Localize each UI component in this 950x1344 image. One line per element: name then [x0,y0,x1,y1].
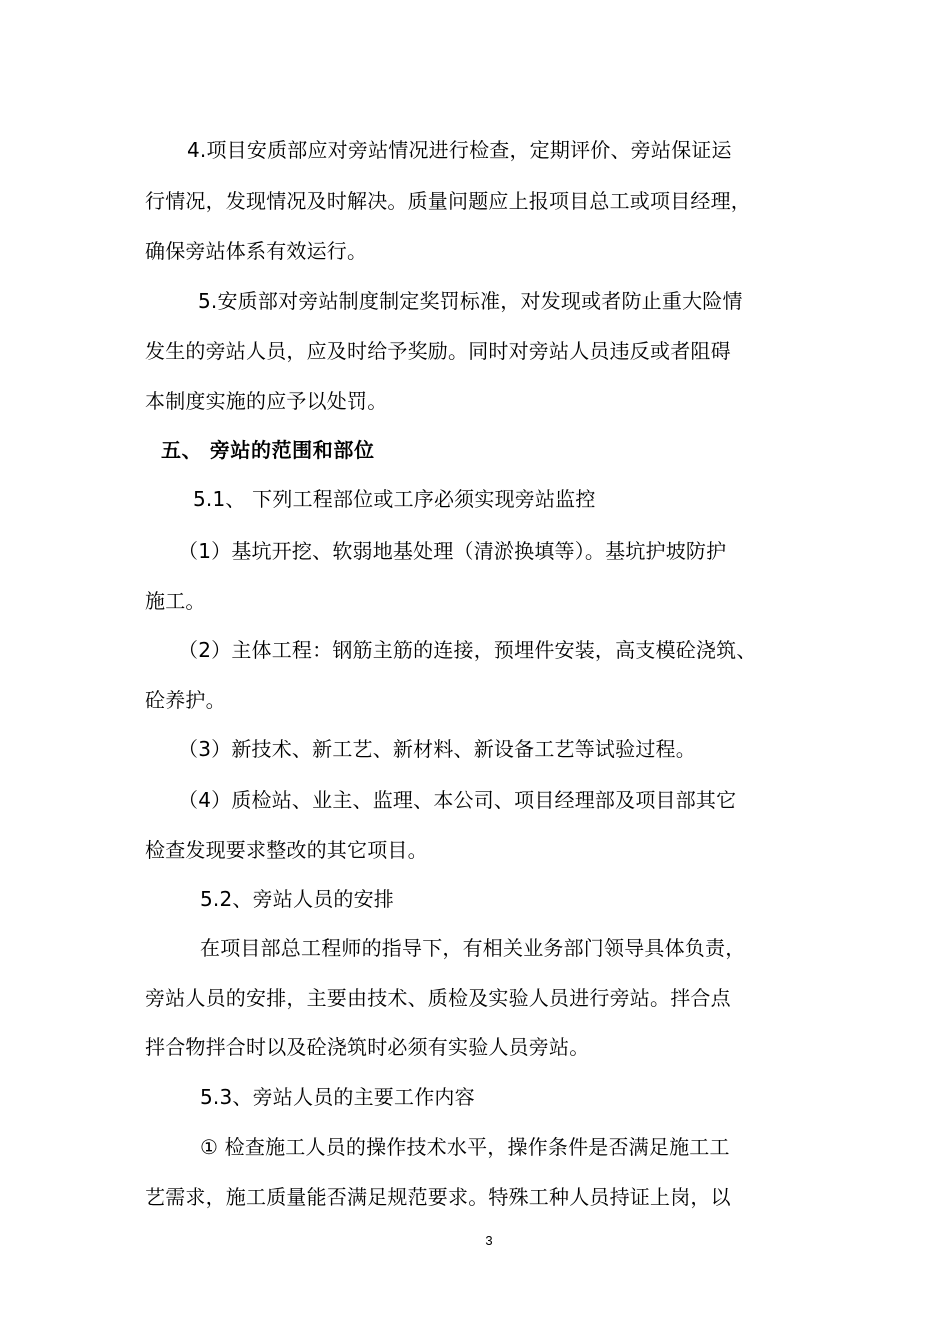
paragraph-line: 艺需求，施工质量能否满足规范要求。特殊工种人员持证上岗，以 [145,1185,731,1209]
page-number: 3 [485,1233,493,1248]
list-item-line: 砼养护。 [145,688,226,712]
subsection-heading: 5.3、旁站人员的主要工作内容 [200,1085,475,1109]
paragraph-line: 本制度实施的应予以处罚。 [145,389,388,413]
subsection-heading: 5.1、 下列工程部位或工序必须实现旁站监控 [193,487,596,511]
paragraph-line: 行情况，发现情况及时解决。质量问题应上报项目总工或项目经理， [145,189,751,213]
list-item-line: （4）质检站、业主、监理、本公司、项目经理部及项目部其它 [178,788,737,812]
section-heading: 五、 旁站的范围和部位 [161,438,375,462]
paragraph-line: ① 检查施工人员的操作技术水平，操作条件是否满足施工工 [200,1135,730,1159]
list-item-line: （3）新技术、新工艺、新材料、新设备工艺等试验过程。 [178,737,696,761]
subsection-heading: 5.2、旁站人员的安排 [200,887,395,911]
list-item-line: 施工。 [145,589,206,613]
paragraph-line: 确保旁站体系有效运行。 [145,239,368,263]
paragraph-line: 5.安质部对旁站制度制定奖罚标准，对发现或者防止重大险情 [198,289,743,313]
paragraph-line: 在项目部总工程师的指导下，有相关业务部门领导具体负责， [200,936,746,960]
list-item-line: （2）主体工程：钢筋主筋的连接，预埋件安装，高支模砼浇筑、 [178,638,757,662]
list-item-line: 检查发现要求整改的其它项目。 [145,838,428,862]
paragraph-line: 旁站人员的安排，主要由技术、质检及实验人员进行旁站。拌合点 [145,986,731,1010]
list-item-line: （1）基坑开挖、软弱地基处理（清淤换填等）。基坑护坡防护 [178,539,727,563]
paragraph-line: 4.项目安质部应对旁站情况进行检查，定期评价、旁站保证运 [187,138,732,162]
paragraph-line: 发生的旁站人员，应及时给予奖励。同时对旁站人员违反或者阻碍 [145,339,731,363]
paragraph-line: 拌合物拌合时以及砼浇筑时必须有实验人员旁站。 [145,1035,590,1059]
